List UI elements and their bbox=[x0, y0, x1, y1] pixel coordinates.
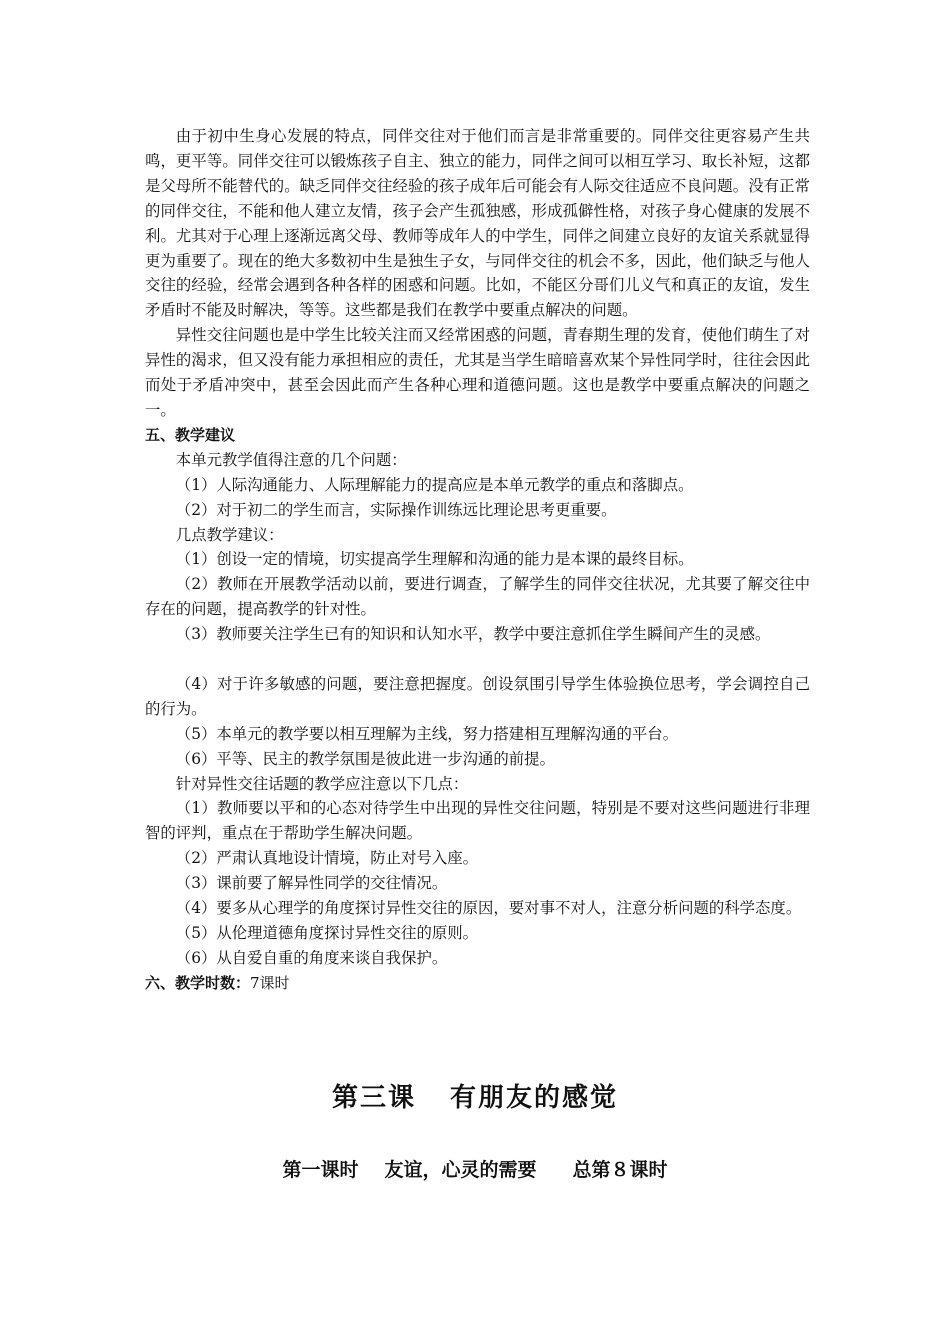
period-total: 总第８课时 bbox=[572, 1159, 668, 1181]
note-item: （1）人际沟通能力、人际理解能力的提高应是本单元教学的重点和落脚点。 bbox=[175, 475, 694, 494]
lesson-title bbox=[0, 1077, 950, 1114]
point-item: （3）课前要了解异性同学的交往情况。 bbox=[175, 874, 448, 893]
lesson-number: 第三课 bbox=[331, 1083, 416, 1113]
suggestion-item: （2）教师在开展教学活动以前，要进行调查，了解学生的同伴交往状况，尤其要了解交往中存在的问题，提高教学的针对性。 bbox=[145, 575, 810, 619]
document-body bbox=[145, 124, 810, 996]
suggestions-intro: 几点教学建议： bbox=[175, 525, 284, 544]
opposite-sex-topic-intro: 针对异性交往话题的教学应注意以下几点： bbox=[175, 774, 469, 793]
teaching-hours-label: 六、教学时数： bbox=[145, 973, 251, 992]
point-item: （4）要多从心理学的角度探讨异性交往的原因，要对事不对人，注意分析问题的科学态度。 bbox=[175, 899, 802, 918]
point-item: （2）严肃认真地设计情境，防止对号入座。 bbox=[175, 849, 479, 868]
point-item: （1）教师要以平和的心态对待学生中出现的异性交往问题，特别是不要对这些问题进行非理智的评判，重点在于帮助学生解决问题。 bbox=[145, 799, 810, 843]
point-item: （6）从自爱自重的角度来谈自我保护。 bbox=[175, 948, 448, 967]
suggestion-item: （6）平等、民主的教学氛围是彼此进一步沟通的前提。 bbox=[175, 749, 555, 768]
suggestion-item: （4）对于许多敏感的问题，要注意把握度。创设氛围引导学生体验换位思考，学会调控自己的行为。 bbox=[145, 674, 810, 718]
section-heading-teaching-hours bbox=[145, 971, 810, 996]
point-item: （5）从伦理道德角度探讨异性交往的原则。 bbox=[175, 923, 479, 942]
section-heading-teaching-suggestions: 五、教学建议 bbox=[145, 425, 236, 444]
note-item: （2）对于初二的学生而言，实际操作训练远比理论思考更重要。 bbox=[175, 500, 617, 519]
suggestion-item: （5）本单元的教学要以相互理解为主线，努力搭建相互理解沟通的平台。 bbox=[175, 724, 679, 743]
period-title bbox=[0, 1155, 950, 1182]
blank-line bbox=[145, 647, 810, 672]
suggestion-item: （3）教师要关注学生已有的知识和认知水平，教学中要注意抓住学生瞬间产生的灵感。 bbox=[175, 625, 771, 644]
paragraph-peer-interaction: 由于初中生身心发展的特点，同伴交往对于他们而言是非常重要的。同伴交往更容易产生共鸣，更平等。同伴交往可以锻炼孩子自主、独立的能力，同伴之间可以相互学习、取长补短，这都是父母所不能替代的。缺乏同伴交往经验的孩子成年后可能会有人际交往适应不良问题。没有正常的同伴交往，不能和他人建立友情，孩子会产生孤独感，形成孤僻性格，对孩子身心健康的发展不利。尤其对于心理上逐渐远离父母、教师等成年人的中学生，同伴之间建立良好的友谊关系就显得更为重要了。现在的绝大多数初中生是独生子女，与同伴交往的机会不多，因此，他们缺乏与他人交往的经验，经常会遇到各种各样的困惑和问题。比如，不能区分哥们儿义气和真正的友谊，发生矛盾时不能及时解决，等等。这些都是我们在教学中要重点解决的问题。 bbox=[145, 127, 810, 320]
suggestion-item: （1）创设一定的情境，切实提高学生理解和沟通的能力是本课的最终目标。 bbox=[175, 550, 694, 569]
lesson-name: 有朋友的感觉 bbox=[450, 1083, 619, 1113]
teaching-hours-value: 7课时 bbox=[250, 973, 290, 992]
period-number: 第一课时 bbox=[282, 1159, 359, 1181]
notes-intro: 本单元教学值得注意的几个问题： bbox=[175, 450, 407, 469]
period-name: 友谊，心灵的需要 bbox=[384, 1159, 537, 1181]
paragraph-opposite-sex-interaction: 异性交往问题也是中学生比较关注而又经常困惑的问题，青春期生理的发育，使他们萌生了对异性的渴求，但又没有能力承担相应的责任，尤其是当学生暗暗喜欢某个异性同学时，往往会因此而处于矛盾冲突中，甚至会因此而产生各种心理和道德问题。这也是教学中要重点解决的问题之一。 bbox=[145, 326, 810, 419]
